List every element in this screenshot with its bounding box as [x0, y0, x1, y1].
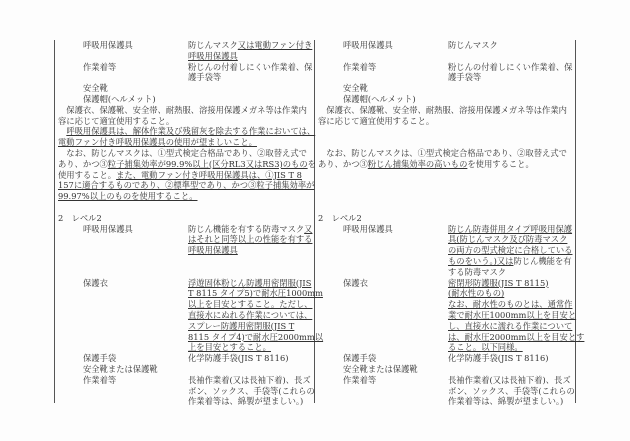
row-value: [448, 40, 498, 51]
table-row: [318, 342, 576, 353]
row-value: [448, 224, 572, 235]
paragraph-line: [318, 159, 576, 170]
table-row: [58, 353, 316, 364]
row-value: [448, 288, 504, 299]
text-segment: 長袖作業着(又は長袖下着)、長ズ: [448, 374, 571, 385]
blank-line: [318, 170, 576, 181]
table-row: [58, 72, 316, 83]
table-row: [318, 40, 576, 51]
blank-line: [318, 137, 576, 148]
table-row: [318, 331, 585, 343]
row-label: 呼吸用保護具: [343, 223, 393, 234]
text-segment: 容に応じて適宜使用すること。: [58, 115, 175, 126]
row-value: [188, 224, 312, 235]
table-row: [58, 364, 316, 375]
table-row: [318, 256, 576, 267]
underlined-text: なお、耐水性のものとは、通常作: [448, 299, 573, 310]
underlined-text: 直接水にぬれる作業については、: [188, 309, 313, 320]
underlined-text: 業で耐水圧1000mm以上を目安と: [448, 309, 577, 320]
row-value: [448, 332, 584, 343]
table-row: [318, 288, 576, 299]
table-row: [58, 375, 316, 386]
text-segment: 長袖作業着(又は長袖下着)、長ズ: [188, 374, 311, 385]
row-label: 作業着等: [343, 374, 377, 385]
table-row: [58, 245, 316, 256]
row-value: [188, 353, 288, 364]
table-row: [58, 224, 316, 235]
row-label: 呼吸用保護具: [343, 40, 393, 50]
paragraph-text: [58, 137, 257, 148]
table-row: [58, 278, 316, 289]
row-label: 保護手袋: [83, 353, 117, 364]
row-label: 作業着等: [83, 374, 117, 385]
row-value: [448, 278, 548, 289]
underlined-text: ること。以下同様。: [448, 342, 523, 353]
row-value: [448, 62, 572, 73]
underlined-text: 密閉形防護服(JIS T 8115): [448, 277, 549, 288]
row-value: [188, 288, 323, 299]
row-value: [188, 375, 311, 386]
paragraph-text: [58, 180, 314, 191]
table-row: [318, 375, 576, 386]
text-segment: 2 レベル2: [58, 212, 102, 223]
text-segment: ボン、ソックス、手袋等(これらの: [448, 385, 575, 396]
table-row: [58, 288, 323, 299]
table-row: [318, 62, 576, 73]
paragraph-text: [58, 148, 307, 159]
text-segment: なお、防じんマスクは、①型式検定合格品であり、②取替え式で: [58, 147, 307, 158]
blank-line: [318, 191, 576, 202]
table-row: [58, 321, 316, 332]
table-row: [318, 245, 576, 256]
underlined-text: 電動ファン付き呼吸用保護具の使用が望ましいこと。: [58, 137, 257, 148]
column-revised: [58, 40, 324, 407]
table-row: [58, 396, 316, 407]
row-label: 安全靴: [83, 83, 108, 94]
text-segment: なお、防じんマスクは、①型式検定合格品であり、②取替え式で: [318, 147, 567, 158]
text-segment: 化学防護手袋(JIS T 8116): [448, 353, 549, 364]
paragraph-text: [318, 213, 362, 224]
table-row: [58, 299, 316, 310]
table-row: [318, 267, 576, 278]
paragraph-text: [58, 126, 315, 137]
paragraph-text: [58, 159, 316, 170]
paragraph-line: [318, 148, 576, 159]
row-value: [448, 267, 506, 278]
text-segment: 使用すること。: [58, 169, 117, 180]
row-value: [188, 245, 238, 256]
text-segment: 粉じんの付着しにくい作業着、保: [188, 61, 313, 72]
text-segment: 粉じんの付着しにくい作業着、保: [448, 61, 573, 72]
row-value: [448, 299, 572, 310]
table-row: [318, 321, 576, 332]
underlined-text: 以上を目安とすること。ただし、: [188, 299, 313, 310]
blank-line: [318, 126, 576, 137]
underlined-text: スプレー防護用密閉服(JIS T: [188, 320, 295, 331]
table-row: [58, 310, 316, 321]
underlined-text: 又は電動ファン付き: [237, 40, 313, 50]
table-border-left: [54, 40, 55, 403]
table-row: [58, 62, 316, 73]
underlined-text: また、電動ファン付き呼吸用保護具は、①JIS T 8: [116, 169, 302, 180]
table-row: [318, 278, 576, 289]
table-row: [318, 72, 576, 83]
text-segment: ボン、ソックス、手袋等(これらの: [188, 385, 315, 396]
row-value: [448, 245, 572, 256]
text-segment: 2 レベル2: [318, 212, 362, 223]
row-value: [188, 278, 311, 289]
paragraph-text: [58, 213, 102, 224]
row-label: 保護帽(ヘルメット): [83, 93, 156, 104]
text-segment: 防じん機能を有: [513, 255, 572, 266]
table-row: [58, 51, 316, 62]
paragraph-line: [58, 116, 316, 127]
underlined-text: 具(防じんマスク及び防毒マスク: [448, 234, 568, 245]
text-segment: を使用すること。: [467, 158, 534, 169]
column-current: [318, 40, 585, 407]
underlined-text: (耐水性のもの): [448, 288, 505, 299]
paragraph-line: [58, 170, 316, 181]
paragraph-line: [58, 148, 316, 159]
underlined-text: 粒子捕集効率が99.9%以上(区分RL3又はRS3)のもの: [107, 158, 308, 169]
text-segment: 保護衣、保護靴、安全帯、耐熱服、溶接用保護メガネ等は作業内: [318, 104, 567, 115]
row-value: [188, 321, 294, 332]
text-segment: あり、かつ③: [318, 158, 368, 169]
paragraph-text: [58, 105, 307, 116]
blank-line: [58, 267, 316, 278]
row-label: 呼吸用保護具: [83, 40, 133, 50]
table-row: [318, 94, 576, 105]
paragraph-text: [58, 191, 198, 202]
row-label: 安全靴または保護靴: [83, 363, 158, 374]
text-segment: 化学防護手袋(JIS T 8116): [188, 353, 289, 364]
underlined-text: 上を目安とすること。: [188, 342, 271, 353]
blank-line: [318, 51, 576, 62]
paragraph-line: [318, 213, 576, 224]
underlined-text: 呼吸用保護具: [188, 50, 238, 61]
underlined-text: 又: [304, 223, 313, 234]
underlined-text: はそれと同等以上の性能を有する: [188, 234, 313, 245]
row-label: 呼吸用保護具: [83, 223, 133, 234]
underlined-text: T 8115 タイプ5)で耐水圧1000mm: [188, 288, 323, 299]
row-value: [188, 72, 221, 83]
row-value: [448, 353, 548, 364]
text-segment: 防じん機能を有する防毒マスク: [188, 223, 305, 234]
blank-line: [318, 180, 576, 191]
table-row: [318, 386, 576, 397]
table-row: [58, 83, 316, 94]
row-value: [188, 234, 312, 245]
row-label: 保護帽(ヘルメット): [343, 93, 416, 104]
row-value: [448, 375, 571, 386]
paragraph-text: [318, 116, 434, 127]
row-value: [448, 256, 572, 267]
row-label: 保護衣: [343, 277, 368, 288]
paragraph-line: [58, 213, 316, 224]
row-value: [188, 310, 312, 321]
row-value: [188, 51, 238, 62]
paragraph-text: [318, 159, 534, 170]
underlined-text: 157に適合するものであり、②標準型であり、かつ③粒子捕集効率が: [58, 180, 315, 191]
paragraph-line: [58, 137, 316, 148]
paragraph-text: [58, 116, 174, 127]
paragraph-line: [58, 159, 316, 170]
text-segment: 容に応じて適宜使用すること。: [318, 115, 435, 126]
underlined-text: ものをいう。)又は: [448, 255, 514, 266]
paragraph-line: [318, 105, 576, 116]
row-label: 作業着等: [83, 61, 117, 72]
paragraph-text: [318, 105, 567, 116]
table-row: [58, 94, 316, 105]
row-value: [448, 72, 481, 83]
text-segment: 防じんマスク: [448, 40, 498, 50]
text-segment: 護手袋等: [188, 72, 222, 83]
table-row: [318, 234, 576, 245]
table-row: [58, 342, 316, 353]
row-value: [448, 396, 563, 407]
text-segment: 作業着等は、綿製が望ましい。): [188, 396, 304, 407]
table-row: [58, 40, 316, 51]
row-value: [188, 40, 312, 51]
text-segment: 防じんマスク: [188, 40, 238, 50]
text-segment: 護手袋等: [448, 72, 482, 83]
row-label: 作業着等: [343, 61, 377, 72]
underlined-text: し、直接水に濡れる作業について: [448, 320, 573, 331]
paragraph-line: [58, 191, 316, 202]
table-row: [318, 364, 576, 375]
underlined-text: 99.97%以上のものを使用すること。: [58, 191, 198, 202]
text-segment: あり、かつ③: [58, 158, 108, 169]
blank-line: [58, 202, 316, 213]
underlined-text: 浮遊固体粉じん防護用密閉服(JIS: [188, 277, 312, 288]
text-segment: 作業着等は、綿製が望ましい。): [448, 396, 564, 407]
paragraph-line: [58, 126, 316, 137]
row-value: [448, 234, 567, 245]
underlined-text: 8115 タイプ4)で耐水圧2000mm以: [188, 331, 324, 342]
paragraph-line: [58, 180, 316, 191]
row-value: [188, 342, 271, 353]
row-value: [448, 342, 523, 353]
text-segment: する防毒マスク: [448, 266, 507, 277]
row-value: [188, 62, 312, 73]
underlined-text: 呼吸用保護具: [188, 245, 238, 256]
row-value: [188, 299, 312, 310]
row-label: 保護衣: [83, 277, 108, 288]
row-value: [188, 332, 323, 343]
text-segment: を: [307, 158, 316, 169]
table-row: [58, 386, 316, 397]
table-row: [318, 396, 576, 407]
table-row: [318, 310, 576, 321]
text-segment: 保護衣、保護靴、安全帯、耐熱服、溶接用保護メガネ等は作業内: [58, 104, 307, 115]
blank-line: [318, 202, 576, 213]
underlined-text: 防じん防毒併用タイプ呼吸用保護: [448, 223, 573, 234]
paragraph-line: [318, 116, 576, 127]
blank-line: [58, 256, 316, 267]
row-label: 安全靴または保護靴: [343, 363, 418, 374]
row-value: [188, 386, 315, 397]
paragraph-text: [318, 148, 567, 159]
underlined-text: は、耐水圧2000mm以上を目安とす: [448, 331, 585, 342]
paragraph-line: [58, 105, 316, 116]
row-value: [448, 321, 572, 332]
row-label: 保護手袋: [343, 353, 377, 364]
table-row: [318, 299, 576, 310]
table-row: [318, 353, 576, 364]
row-label: 安全靴: [343, 83, 368, 94]
paragraph-text: [58, 170, 302, 181]
table-row: [58, 331, 324, 343]
table-row: [318, 83, 576, 94]
underlined-text: 呼吸用保護具は、解体作業及び残留灰を除去する作業においては、: [66, 126, 316, 137]
row-value: [448, 386, 575, 397]
row-value: [448, 310, 576, 321]
table-row: [318, 224, 576, 235]
row-value: [188, 396, 303, 407]
table-row: [58, 234, 316, 245]
underlined-text: 粉じん捕集効率の高いもの: [367, 158, 468, 169]
underlined-text: の両方の型式検定に合格している: [448, 245, 573, 256]
